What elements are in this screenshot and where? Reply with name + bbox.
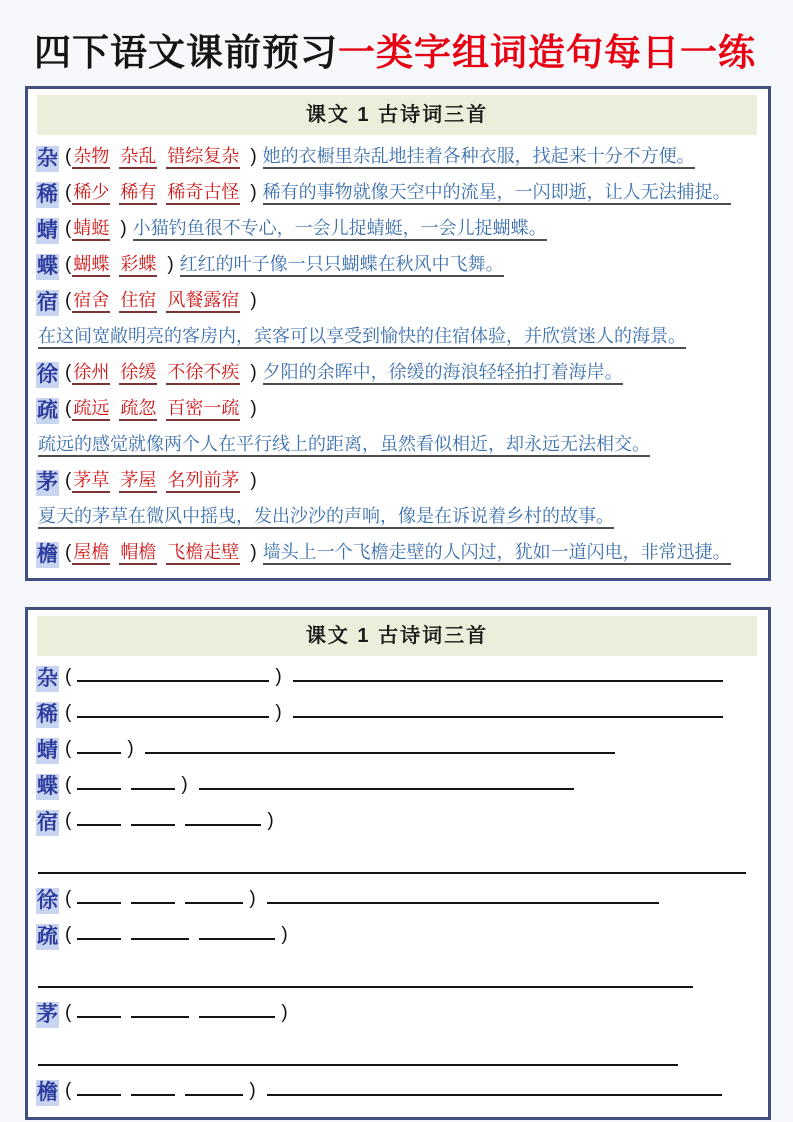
example-sentence: 稀有的事物就像天空中的流星，一闪即逝，让人无法捕捉。 bbox=[263, 182, 731, 205]
vocab-word: 茅草 bbox=[72, 470, 110, 493]
vocab-word: 杂乱 bbox=[119, 146, 157, 169]
vocab-example-box bbox=[25, 86, 771, 581]
word-blank bbox=[131, 1077, 175, 1096]
word-blank bbox=[77, 807, 121, 826]
practice-row bbox=[36, 1073, 758, 1109]
word-blank bbox=[77, 921, 121, 940]
word-blank bbox=[77, 999, 121, 1018]
open-paren: ( bbox=[65, 290, 72, 311]
close-paren: ) bbox=[249, 888, 256, 909]
practice-sheet-box bbox=[25, 607, 771, 1120]
practice-row bbox=[36, 803, 758, 839]
example-sentence: 夕阳的余晖中，徐缓的海浪轻轻拍打着海岸。 bbox=[263, 362, 623, 385]
page-title-black: 四下语文课前预习 bbox=[34, 32, 338, 73]
practice-row bbox=[36, 917, 758, 953]
vocab-sentence-row bbox=[36, 318, 758, 354]
practice-char: 稀 bbox=[37, 703, 58, 726]
word-blank bbox=[185, 885, 243, 904]
practice-char: 蝶 bbox=[37, 775, 58, 798]
open-paren: ( bbox=[65, 1080, 72, 1101]
practice-char: 徐 bbox=[37, 889, 58, 912]
vocab-word: 徐缓 bbox=[119, 362, 157, 385]
lesson-header: 课文 1 古诗词三首 bbox=[37, 95, 757, 135]
vocab-word: 名列前茅 bbox=[166, 470, 240, 493]
vocab-sentence-row bbox=[36, 498, 758, 534]
close-paren: ) bbox=[267, 810, 274, 831]
open-paren: ( bbox=[65, 398, 72, 419]
sentence-line bbox=[38, 1047, 678, 1066]
vocab-word: 风餐露宿 bbox=[166, 290, 240, 313]
word-blank bbox=[77, 771, 121, 790]
practice-row bbox=[36, 659, 758, 695]
word-blank bbox=[131, 921, 189, 940]
practice-row bbox=[36, 767, 758, 803]
open-paren: ( bbox=[65, 542, 72, 563]
practice-char: 檐 bbox=[37, 1081, 58, 1104]
open-paren: ( bbox=[65, 888, 72, 909]
sentence-line bbox=[199, 771, 574, 790]
close-paren: ) bbox=[250, 182, 257, 203]
vocab-word: 稀奇古怪 bbox=[166, 182, 240, 205]
practice-char: 蜻 bbox=[37, 739, 58, 762]
vocab-char: 稀 bbox=[37, 183, 58, 206]
practice-sentence-row bbox=[38, 969, 758, 991]
practice-char: 杂 bbox=[37, 667, 58, 690]
close-paren: ) bbox=[275, 702, 282, 723]
vocab-row bbox=[36, 174, 758, 210]
vocab-word: 稀少 bbox=[72, 182, 110, 205]
practice-sentence-row bbox=[38, 855, 758, 877]
practice-row bbox=[36, 881, 758, 917]
vocab-row bbox=[36, 354, 758, 390]
vocab-char: 茅 bbox=[37, 471, 58, 494]
vocab-char: 蝶 bbox=[37, 255, 58, 278]
open-paren: ( bbox=[65, 362, 72, 383]
vocab-row bbox=[36, 462, 758, 498]
close-paren: ) bbox=[181, 774, 188, 795]
sentence-line bbox=[293, 699, 723, 718]
open-paren: ( bbox=[65, 774, 72, 795]
vocab-word: 错综复杂 bbox=[166, 146, 240, 169]
practice-row bbox=[36, 695, 758, 731]
close-paren: ) bbox=[250, 542, 257, 563]
close-paren: ) bbox=[275, 666, 282, 687]
vocab-word: 飞檐走壁 bbox=[166, 542, 240, 565]
close-paren: ) bbox=[250, 398, 257, 419]
vocab-word: 徐州 bbox=[72, 362, 110, 385]
vocab-row bbox=[36, 282, 758, 318]
open-paren: ( bbox=[65, 1002, 72, 1023]
practice-sentence-row bbox=[38, 1047, 758, 1069]
open-paren: ( bbox=[65, 146, 72, 167]
word-blank bbox=[77, 885, 121, 904]
sentence-line bbox=[267, 1077, 722, 1096]
vocab-word: 疏忽 bbox=[119, 398, 157, 421]
open-paren: ( bbox=[65, 702, 72, 723]
word-blank bbox=[185, 807, 261, 826]
vocab-row bbox=[36, 210, 758, 246]
example-sentence: 在这间宽敞明亮的客房内，宾客可以享受到愉快的住宿体验，并欣赏迷人的海景。 bbox=[38, 326, 686, 349]
close-paren: ) bbox=[167, 254, 174, 275]
vocab-row bbox=[36, 138, 758, 174]
word-blank bbox=[131, 999, 189, 1018]
example-sentence: 她的衣橱里杂乱地挂着各种衣服，找起来十分不方便。 bbox=[263, 146, 695, 169]
word-blank bbox=[77, 1077, 121, 1096]
close-paren: ) bbox=[250, 290, 257, 311]
practice-char: 宿 bbox=[37, 811, 58, 834]
vocab-char: 杂 bbox=[37, 147, 58, 170]
word-blank bbox=[131, 771, 175, 790]
open-paren: ( bbox=[65, 738, 72, 759]
sentence-line bbox=[38, 855, 746, 874]
vocab-word: 蝴蝶 bbox=[72, 254, 110, 277]
close-paren: ) bbox=[249, 1080, 256, 1101]
page-title bbox=[0, 0, 793, 86]
vocab-word: 茅屋 bbox=[119, 470, 157, 493]
sentence-line bbox=[145, 735, 615, 754]
word-blank bbox=[131, 807, 175, 826]
vocab-word: 百密一疏 bbox=[166, 398, 240, 421]
example-sentence: 夏天的茅草在微风中摇曳，发出沙沙的声响，像是在诉说着乡村的故事。 bbox=[38, 506, 614, 529]
sentence-line bbox=[293, 663, 723, 682]
example-sentence: 疏远的感觉就像两个人在平行线上的距离，虽然看似相近，却永远无法相交。 bbox=[38, 434, 650, 457]
practice-row bbox=[36, 731, 758, 767]
vocab-char: 宿 bbox=[37, 291, 58, 314]
close-paren: ) bbox=[120, 218, 127, 239]
close-paren: ) bbox=[250, 470, 257, 491]
vocab-word: 疏远 bbox=[72, 398, 110, 421]
open-paren: ( bbox=[65, 218, 72, 239]
vocab-char: 徐 bbox=[37, 363, 58, 386]
vocab-row bbox=[36, 390, 758, 426]
close-paren: ) bbox=[281, 1002, 288, 1023]
example-sentence: 小猫钓鱼很不专心，一会儿捉蜻蜓，一会儿捉蝴蝶。 bbox=[133, 218, 547, 241]
practice-char: 茅 bbox=[37, 1003, 58, 1026]
vocab-sentence-row bbox=[36, 426, 758, 462]
practice-row bbox=[36, 995, 758, 1031]
vocab-char: 蜻 bbox=[37, 219, 58, 242]
open-paren: ( bbox=[65, 182, 72, 203]
close-paren: ) bbox=[250, 362, 257, 383]
open-paren: ( bbox=[65, 666, 72, 687]
word-blank bbox=[77, 663, 269, 682]
word-blank bbox=[77, 699, 269, 718]
word-blank bbox=[77, 735, 121, 754]
vocab-word: 住宿 bbox=[119, 290, 157, 313]
vocab-char: 檐 bbox=[37, 543, 58, 566]
vocab-word: 宿舍 bbox=[72, 290, 110, 313]
vocab-word: 屋檐 bbox=[72, 542, 110, 565]
open-paren: ( bbox=[65, 810, 72, 831]
vocab-word: 彩蝶 bbox=[119, 254, 157, 277]
open-paren: ( bbox=[65, 924, 72, 945]
word-blank bbox=[185, 1077, 243, 1096]
vocab-char: 疏 bbox=[37, 399, 58, 422]
vocab-word: 帽檐 bbox=[119, 542, 157, 565]
example-sentence: 红红的叶子像一只只蝴蝶在秋风中飞舞。 bbox=[180, 254, 504, 277]
vocab-word: 稀有 bbox=[119, 182, 157, 205]
vocab-word: 杂物 bbox=[72, 146, 110, 169]
sentence-line bbox=[267, 885, 659, 904]
vocab-word: 蜻蜓 bbox=[72, 218, 110, 241]
practice-char: 疏 bbox=[37, 925, 58, 948]
example-sentence: 墙头上一个飞檐走壁的人闪过，犹如一道闪电，非常迅捷。 bbox=[263, 542, 731, 565]
vocab-row bbox=[36, 246, 758, 282]
open-paren: ( bbox=[65, 470, 72, 491]
vocab-row bbox=[36, 534, 758, 570]
close-paren: ) bbox=[281, 924, 288, 945]
page-title-red: 一类字组词造句每日一练 bbox=[338, 32, 756, 73]
word-blank bbox=[199, 921, 275, 940]
word-blank bbox=[131, 885, 175, 904]
word-blank bbox=[199, 999, 275, 1018]
vocab-word: 不徐不疾 bbox=[166, 362, 240, 385]
close-paren: ) bbox=[250, 146, 257, 167]
sentence-line bbox=[38, 969, 693, 988]
close-paren: ) bbox=[127, 738, 134, 759]
lesson-header: 课文 1 古诗词三首 bbox=[37, 616, 757, 656]
open-paren: ( bbox=[65, 254, 72, 275]
